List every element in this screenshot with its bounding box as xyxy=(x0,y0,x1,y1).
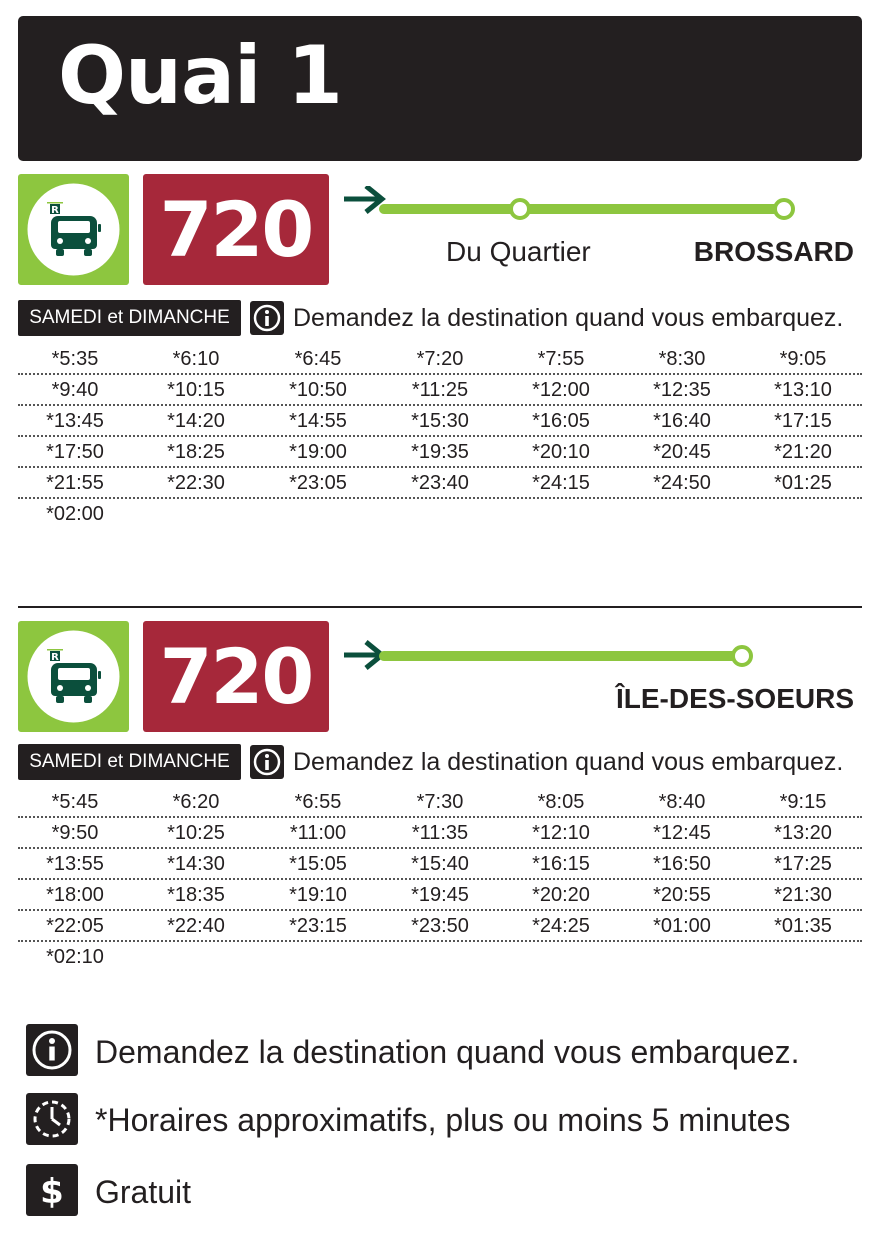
departure-time: *6:45 xyxy=(294,348,342,370)
bus-icon xyxy=(18,174,129,285)
departure-time: *16:50 xyxy=(653,853,711,875)
departure-time: *19:00 xyxy=(289,441,347,463)
departure-time: *9:05 xyxy=(779,348,827,370)
table-row xyxy=(18,942,862,973)
departure-time: *01:00 xyxy=(653,915,711,937)
departure-time: *01:35 xyxy=(774,915,832,937)
departure-time: *23:15 xyxy=(289,915,347,937)
table-row xyxy=(18,406,862,437)
departure-time: *6:10 xyxy=(172,348,220,370)
info-icon xyxy=(250,745,284,779)
route-line-diagram xyxy=(340,633,860,683)
bus-icon xyxy=(18,621,129,732)
terminus-marker xyxy=(733,647,751,665)
departure-time: *15:30 xyxy=(411,410,469,432)
svg-text:R: R xyxy=(51,205,59,216)
departure-time: *17:15 xyxy=(774,410,832,432)
route-number: 720 xyxy=(159,631,313,721)
info-icon xyxy=(26,1024,78,1076)
departure-time: *20:10 xyxy=(532,441,590,463)
departure-time: *20:20 xyxy=(532,884,590,906)
route-number-box xyxy=(143,174,329,285)
page-title: Quai 1 xyxy=(58,29,342,122)
departure-time: *24:50 xyxy=(653,472,711,494)
departure-time: *13:55 xyxy=(46,853,104,875)
departure-time: *5:45 xyxy=(51,791,99,813)
table-row xyxy=(18,818,862,849)
departure-time: *9:50 xyxy=(51,822,99,844)
departure-time: *11:00 xyxy=(289,822,347,844)
timetable xyxy=(18,344,862,530)
departure-time: *16:15 xyxy=(532,853,590,875)
departure-time: *8:05 xyxy=(537,791,585,813)
departure-time: *16:40 xyxy=(653,410,711,432)
departure-time: *20:55 xyxy=(653,884,711,906)
bus-badge xyxy=(18,174,129,285)
departure-time: *18:35 xyxy=(167,884,225,906)
section-divider xyxy=(18,606,862,608)
table-row xyxy=(18,849,862,880)
departure-time: *9:40 xyxy=(51,379,99,401)
table-row xyxy=(18,375,862,406)
destination-label: ÎLE-DES-SOEURS xyxy=(615,683,854,714)
departure-time: *13:20 xyxy=(774,822,832,844)
departure-time: *24:15 xyxy=(532,472,590,494)
table-row xyxy=(18,499,862,530)
legend-schedule-note: *Horaires approximatifs, plus ou moins 5 minutes xyxy=(95,1102,791,1138)
departure-time: *13:10 xyxy=(774,379,832,401)
departure-time: *12:10 xyxy=(532,822,590,844)
departure-time: *15:40 xyxy=(411,853,469,875)
destination-label: BROSSARD xyxy=(693,236,854,267)
departure-time: *7:20 xyxy=(416,348,464,370)
info-text: Demandez la destination quand vous embarquez. xyxy=(293,748,844,776)
info-text: Demandez la destination quand vous embarquez. xyxy=(293,304,844,332)
departure-time: *22:30 xyxy=(167,472,225,494)
route-number: 720 xyxy=(159,184,313,274)
clock-icon xyxy=(26,1093,78,1145)
departure-time: *23:40 xyxy=(411,472,469,494)
departure-time: *02:00 xyxy=(46,503,104,525)
departure-time: *17:25 xyxy=(774,853,832,875)
departure-time: *14:30 xyxy=(167,853,225,875)
departure-time: *23:05 xyxy=(289,472,347,494)
stop-marker xyxy=(511,200,529,218)
departure-time: *10:15 xyxy=(167,379,225,401)
svg-text:$: $ xyxy=(40,1172,64,1212)
table-row xyxy=(18,880,862,911)
departure-time: *20:45 xyxy=(653,441,711,463)
departure-time: *6:20 xyxy=(172,791,220,813)
departure-time: *5:35 xyxy=(51,348,99,370)
info-icon xyxy=(250,301,284,335)
departure-time: *8:30 xyxy=(658,348,706,370)
stop-label: Du Quartier xyxy=(446,236,591,267)
departure-time: *7:30 xyxy=(416,791,464,813)
terminus-marker xyxy=(775,200,793,218)
route-line-diagram xyxy=(340,186,860,236)
table-row xyxy=(18,787,862,818)
departure-time: *18:00 xyxy=(46,884,104,906)
departure-time: *12:45 xyxy=(653,822,711,844)
departure-time: *19:35 xyxy=(411,441,469,463)
departure-time: *19:45 xyxy=(411,884,469,906)
departure-time: *15:05 xyxy=(289,853,347,875)
departure-time: *8:40 xyxy=(658,791,706,813)
departure-time: *18:25 xyxy=(167,441,225,463)
departure-time: *19:10 xyxy=(289,884,347,906)
page-header xyxy=(18,16,862,161)
departure-time: *14:20 xyxy=(167,410,225,432)
table-row xyxy=(18,468,862,499)
departure-time: *7:55 xyxy=(537,348,585,370)
departure-time: *23:50 xyxy=(411,915,469,937)
departure-time: *02:10 xyxy=(46,946,104,968)
departure-time: *9:15 xyxy=(779,791,827,813)
day-tag: SAMEDI et DIMANCHE xyxy=(18,300,241,336)
svg-text:R: R xyxy=(51,652,59,663)
legend-fare-text: Gratuit xyxy=(95,1174,192,1210)
timetable xyxy=(18,787,862,973)
departure-time: *6:55 xyxy=(294,791,342,813)
departure-time: *12:35 xyxy=(653,379,711,401)
departure-time: *12:00 xyxy=(532,379,590,401)
departure-time: *16:05 xyxy=(532,410,590,432)
departure-time: *01:25 xyxy=(774,472,832,494)
table-row xyxy=(18,344,862,375)
departure-time: *17:50 xyxy=(46,441,104,463)
legend-info-text: Demandez la destination quand vous embarquez. xyxy=(95,1034,800,1070)
departure-time: *22:05 xyxy=(46,915,104,937)
departure-time: *10:50 xyxy=(289,379,347,401)
departure-time: *10:25 xyxy=(167,822,225,844)
table-row xyxy=(18,911,862,942)
bus-badge xyxy=(18,621,129,732)
departure-time: *22:40 xyxy=(167,915,225,937)
dollar-icon xyxy=(26,1164,78,1216)
departure-time: *14:55 xyxy=(289,410,347,432)
departure-time: *13:45 xyxy=(46,410,104,432)
table-row xyxy=(18,437,862,468)
departure-time: *11:25 xyxy=(411,379,469,401)
route-number-box xyxy=(143,621,329,732)
departure-time: *11:35 xyxy=(411,822,469,844)
departure-time: *21:30 xyxy=(774,884,832,906)
departure-time: *21:55 xyxy=(46,472,104,494)
departure-time: *21:20 xyxy=(774,441,832,463)
day-tag: SAMEDI et DIMANCHE xyxy=(18,744,241,780)
departure-time: *24:25 xyxy=(532,915,590,937)
